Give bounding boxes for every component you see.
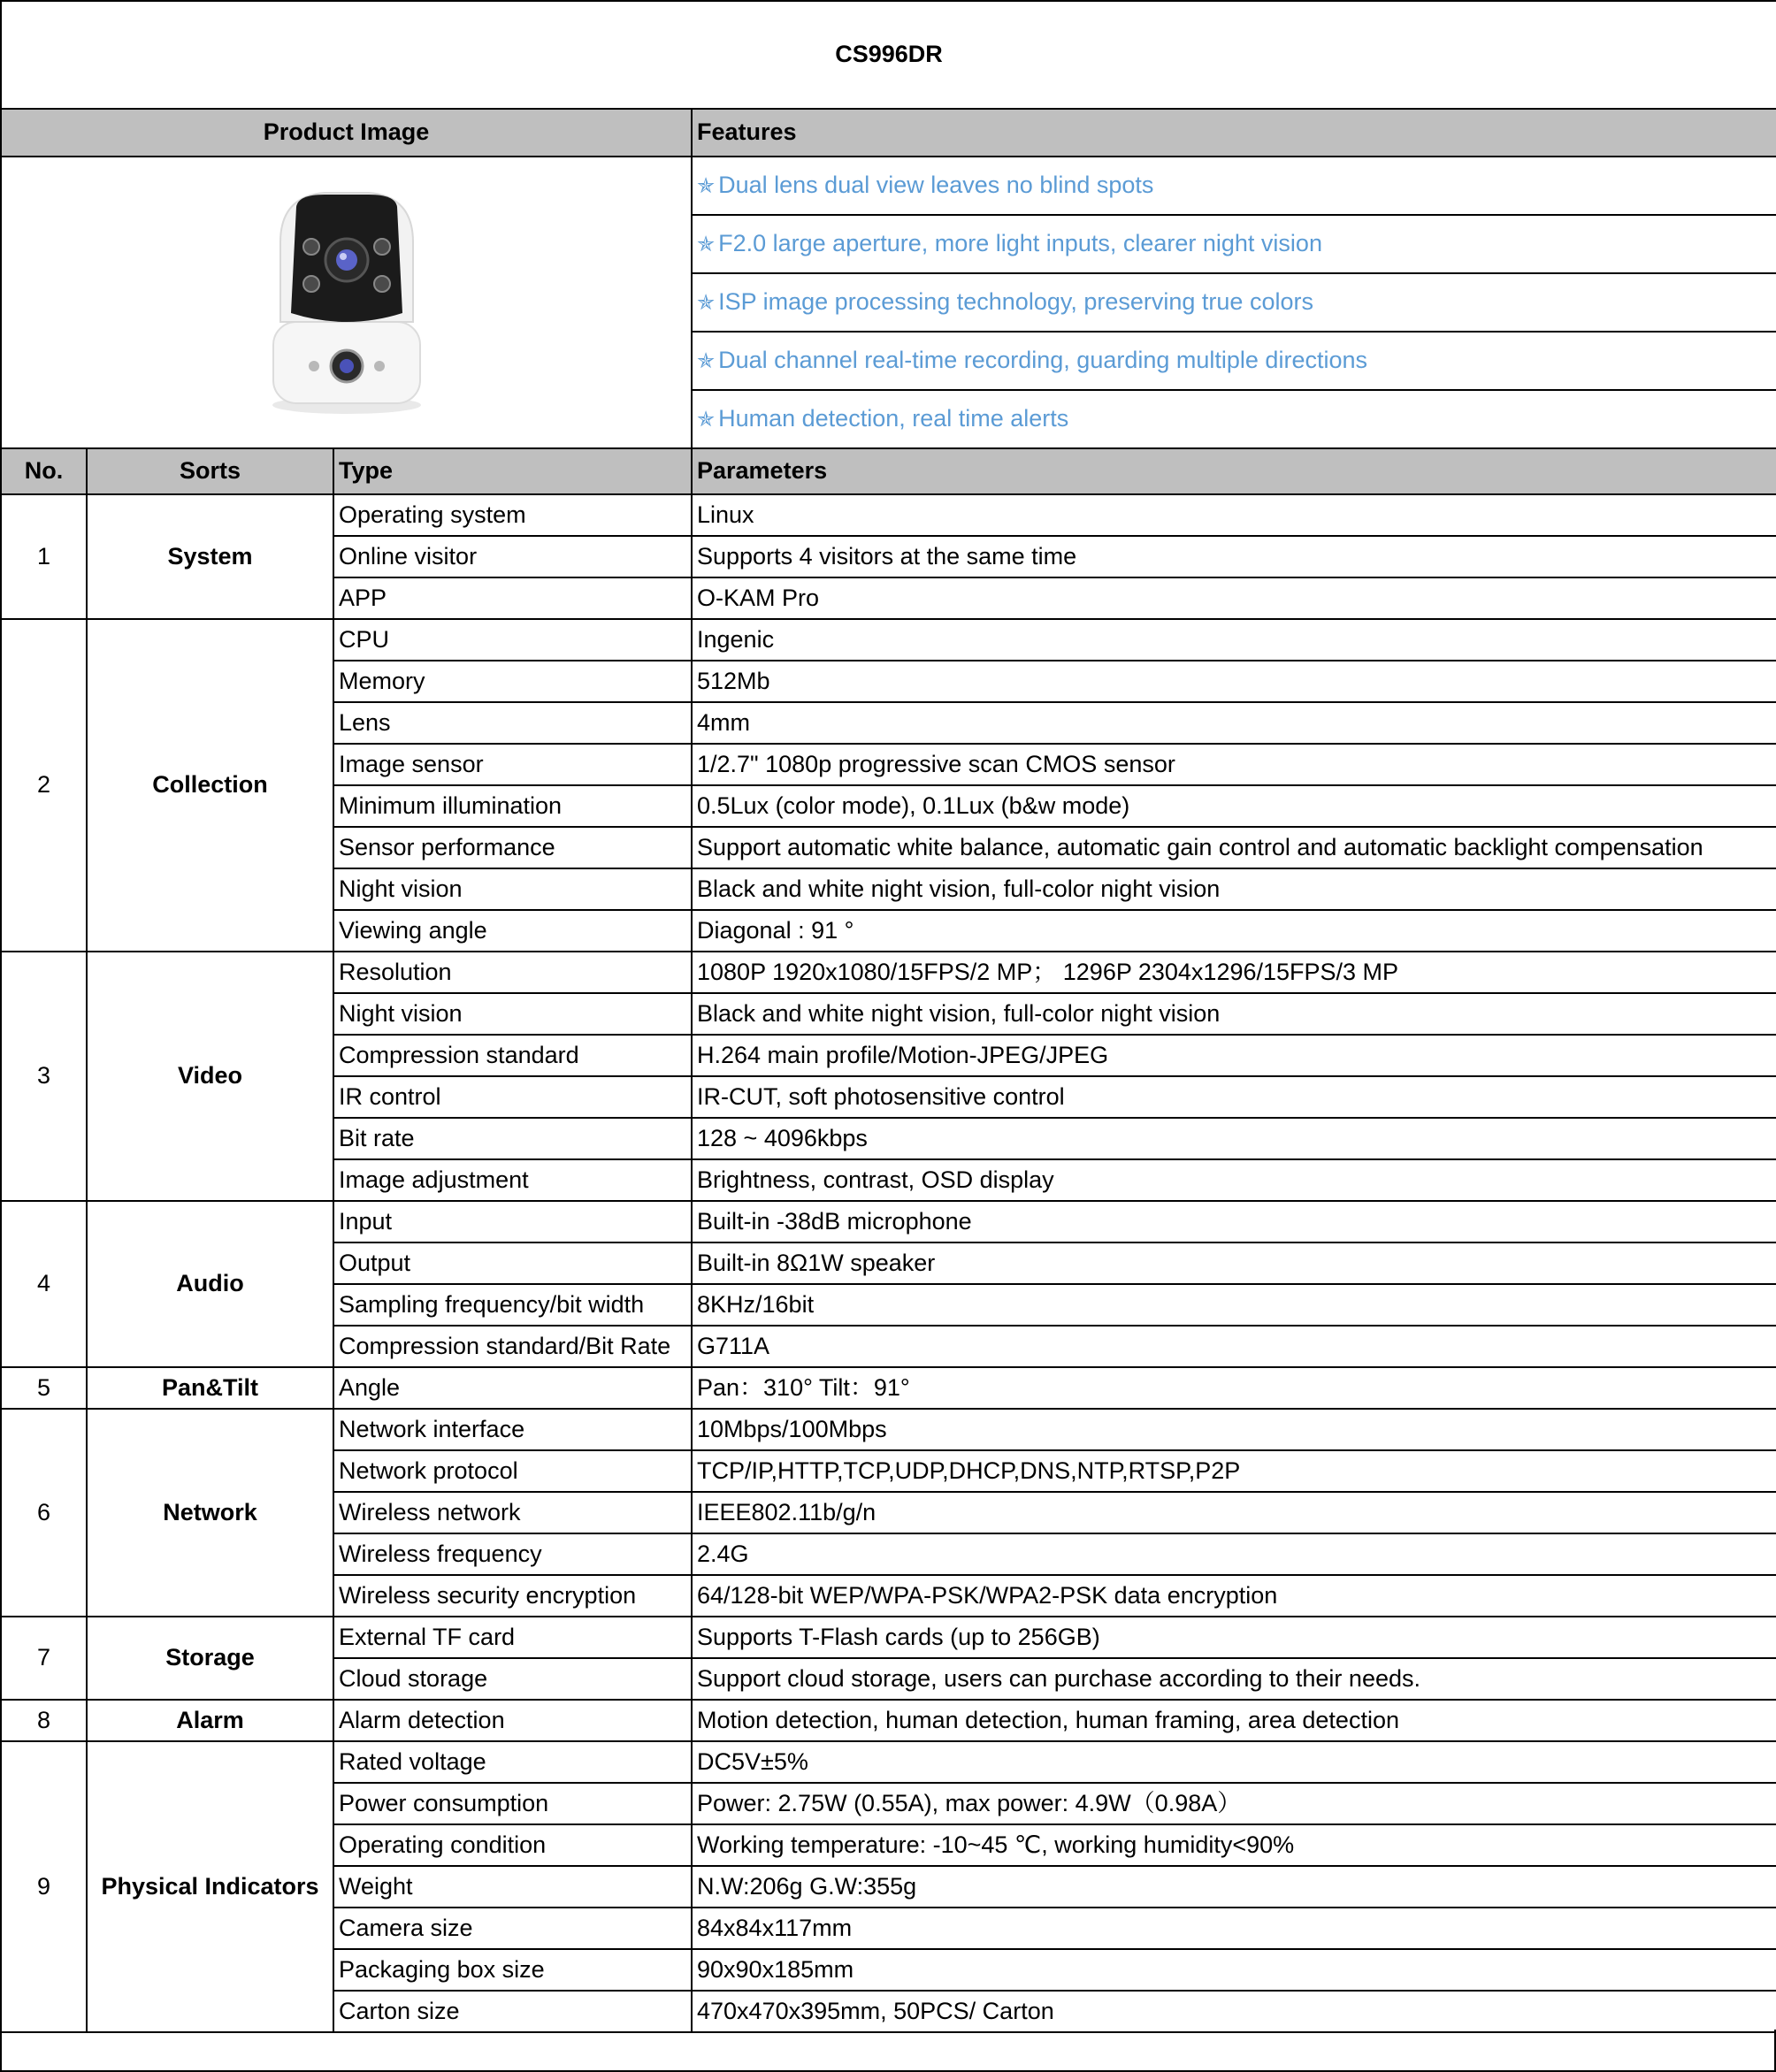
spec-type: Compression standard	[333, 1035, 692, 1076]
spec-type: Network interface	[333, 1409, 692, 1450]
feature-text: ISP image processing technology, preserving true colors	[718, 288, 1313, 316]
spec-type: Night vision	[333, 868, 692, 910]
spec-type: Lens	[333, 702, 692, 744]
camera-icon	[272, 189, 422, 416]
feature-text: F2.0 large aperture, more light inputs, clearer night vision	[718, 230, 1322, 257]
spec-parameter: N.W:206g G.W:355g	[692, 1866, 1776, 1908]
spec-parameter: 1/2.7" 1080p progressive scan CMOS sensor	[692, 744, 1776, 785]
spec-type: APP	[333, 577, 692, 619]
table-row	[1, 1367, 1776, 1409]
spec-parameter: IR-CUT, soft photosensitive control	[692, 1076, 1776, 1118]
row-number: 4	[1, 1201, 87, 1367]
spec-type: Night vision	[333, 993, 692, 1035]
star-icon: ✯	[697, 291, 716, 316]
row-number: 1	[1, 494, 87, 619]
feature-text: Dual lens dual view leaves no blind spots	[718, 172, 1154, 199]
spec-parameter: Linux	[692, 494, 1776, 536]
row-number: 3	[1, 952, 87, 1201]
sort-category: Audio	[87, 1201, 333, 1367]
table-row	[1, 1700, 1776, 1741]
footer-strip	[0, 2030, 1776, 2072]
spec-parameter: Working temperature: -10~45 ℃, working humidity<90%	[692, 1824, 1776, 1866]
row-number: 6	[1, 1409, 87, 1617]
features-header: Features	[692, 109, 1776, 157]
spec-type: Minimum illumination	[333, 785, 692, 827]
spec-parameter: 64/128-bit WEP/WPA-PSK/WPA2-PSK data encryption	[692, 1575, 1776, 1617]
star-icon: ✯	[697, 408, 716, 432]
product-image-header: Product Image	[1, 109, 692, 157]
feature-item	[692, 215, 1776, 273]
table-row	[1, 619, 1776, 661]
spec-type: CPU	[333, 619, 692, 661]
spec-type: External TF card	[333, 1617, 692, 1658]
star-icon: ✯	[697, 349, 716, 374]
spec-parameter: Built-in -38dB microphone	[692, 1201, 1776, 1242]
spec-parameter: 90x90x185mm	[692, 1949, 1776, 1991]
type-header: Type	[333, 448, 692, 494]
feature-item	[692, 273, 1776, 332]
spec-parameter: Supports T-Flash cards (up to 256GB)	[692, 1617, 1776, 1658]
feature-text: Dual channel real-time recording, guarding multiple directions	[718, 347, 1367, 374]
spec-parameter: O-KAM Pro	[692, 577, 1776, 619]
spec-parameter: Power: 2.75W (0.55A), max power: 4.9W（0.98A）	[692, 1783, 1776, 1824]
feature-item	[692, 157, 1776, 215]
spec-parameter: Support cloud storage, users can purchase according to their needs.	[692, 1658, 1776, 1700]
table-row	[1, 1741, 1776, 1783]
spec-type: Online visitor	[333, 536, 692, 577]
spec-parameter: 84x84x117mm	[692, 1908, 1776, 1949]
parameters-header: Parameters	[692, 448, 1776, 494]
spec-parameter: Supports 4 visitors at the same time	[692, 536, 1776, 577]
spec-parameter: G711A	[692, 1326, 1776, 1367]
spec-type: Carton size	[333, 1991, 692, 2032]
spec-type: Bit rate	[333, 1118, 692, 1159]
spec-type: Image sensor	[333, 744, 692, 785]
table-row	[1, 1201, 1776, 1242]
spec-parameter: Black and white night vision, full-color night vision	[692, 868, 1776, 910]
spec-parameter: Support automatic white balance, automatic gain control and automatic backlight compensation	[692, 827, 1776, 868]
spec-parameter: 128 ~ 4096kbps	[692, 1118, 1776, 1159]
sort-category: Storage	[87, 1617, 333, 1700]
spec-parameter: TCP/IP,HTTP,TCP,UDP,DHCP,DNS,NTP,RTSP,P2P	[692, 1450, 1776, 1492]
spec-type: Output	[333, 1242, 692, 1284]
table-row	[1, 1409, 1776, 1450]
spec-parameter: Motion detection, human detection, human framing, area detection	[692, 1700, 1776, 1741]
product-image	[1, 157, 692, 448]
star-icon: ✯	[697, 174, 716, 199]
table-row	[1, 1617, 1776, 1658]
spec-parameter: 8KHz/16bit	[692, 1284, 1776, 1326]
spec-parameter: 512Mb	[692, 661, 1776, 702]
table-row	[1, 494, 1776, 536]
spec-parameter: DC5V±5%	[692, 1741, 1776, 1783]
sort-category: Collection	[87, 619, 333, 952]
sort-category: Physical Indicators	[87, 1741, 333, 2032]
spec-type: Rated voltage	[333, 1741, 692, 1783]
spec-type: Input	[333, 1201, 692, 1242]
spec-parameter: 1080P 1920x1080/15FPS/2 MP； 1296P 2304x1296/15FPS/3 MP	[692, 952, 1776, 993]
row-number: 9	[1, 1741, 87, 2032]
spec-parameter: Diagonal : 91 °	[692, 910, 1776, 952]
sort-category: System	[87, 494, 333, 619]
spec-parameter: 470x470x395mm, 50PCS/ Carton	[692, 1991, 1776, 2032]
spec-parameter: IEEE802.11b/g/n	[692, 1492, 1776, 1533]
row-number: 5	[1, 1367, 87, 1409]
spec-type: Packaging box size	[333, 1949, 692, 1991]
spec-parameter: 4mm	[692, 702, 1776, 744]
spec-type: Weight	[333, 1866, 692, 1908]
spec-type: Wireless network	[333, 1492, 692, 1533]
spec-type: Wireless security encryption	[333, 1575, 692, 1617]
spec-parameter: Brightness, contrast, OSD display	[692, 1159, 1776, 1201]
spec-parameter: 10Mbps/100Mbps	[692, 1409, 1776, 1450]
spec-type: Operating system	[333, 494, 692, 536]
spec-type: IR control	[333, 1076, 692, 1118]
sort-category: Video	[87, 952, 333, 1201]
feature-text: Human detection, real time alerts	[718, 405, 1069, 432]
row-number: 2	[1, 619, 87, 952]
sort-category: Network	[87, 1409, 333, 1617]
spec-type: Operating condition	[333, 1824, 692, 1866]
row-number: 8	[1, 1700, 87, 1741]
spec-type: Camera size	[333, 1908, 692, 1949]
spec-parameter: H.264 main profile/Motion-JPEG/JPEG	[692, 1035, 1776, 1076]
feature-item	[692, 390, 1776, 448]
sorts-header: Sorts	[87, 448, 333, 494]
spec-parameter: 0.5Lux (color mode), 0.1Lux (b&w mode)	[692, 785, 1776, 827]
no-header: No.	[1, 448, 87, 494]
spec-type: Memory	[333, 661, 692, 702]
spec-type: Power consumption	[333, 1783, 692, 1824]
row-number: 7	[1, 1617, 87, 1700]
spec-type: Image adjustment	[333, 1159, 692, 1201]
spec-type: Network protocol	[333, 1450, 692, 1492]
feature-row	[1, 157, 1776, 215]
star-icon: ✯	[697, 233, 716, 257]
spec-parameter: 2.4G	[692, 1533, 1776, 1575]
page-title: CS996DR	[1, 1, 1776, 109]
spec-type: Compression standard/Bit Rate	[333, 1326, 692, 1367]
spec-type: Sampling frequency/bit width	[333, 1284, 692, 1326]
spec-type: Wireless frequency	[333, 1533, 692, 1575]
spec-parameter: Black and white night vision, full-color night vision	[692, 993, 1776, 1035]
spec-header-row	[1, 448, 1776, 494]
table-row	[1, 952, 1776, 993]
spec-type: Cloud storage	[333, 1658, 692, 1700]
sort-category: Pan&Tilt	[87, 1367, 333, 1409]
spec-type: Sensor performance	[333, 827, 692, 868]
spec-type: Angle	[333, 1367, 692, 1409]
sort-category: Alarm	[87, 1700, 333, 1741]
spec-parameter: Built-in 8Ω1W speaker	[692, 1242, 1776, 1284]
spec-parameter: Ingenic	[692, 619, 1776, 661]
feature-item	[692, 332, 1776, 390]
spec-parameter: Pan：310° Tilt：91°	[692, 1367, 1776, 1409]
spec-type: Viewing angle	[333, 910, 692, 952]
spec-type: Alarm detection	[333, 1700, 692, 1741]
spec-type: Resolution	[333, 952, 692, 993]
